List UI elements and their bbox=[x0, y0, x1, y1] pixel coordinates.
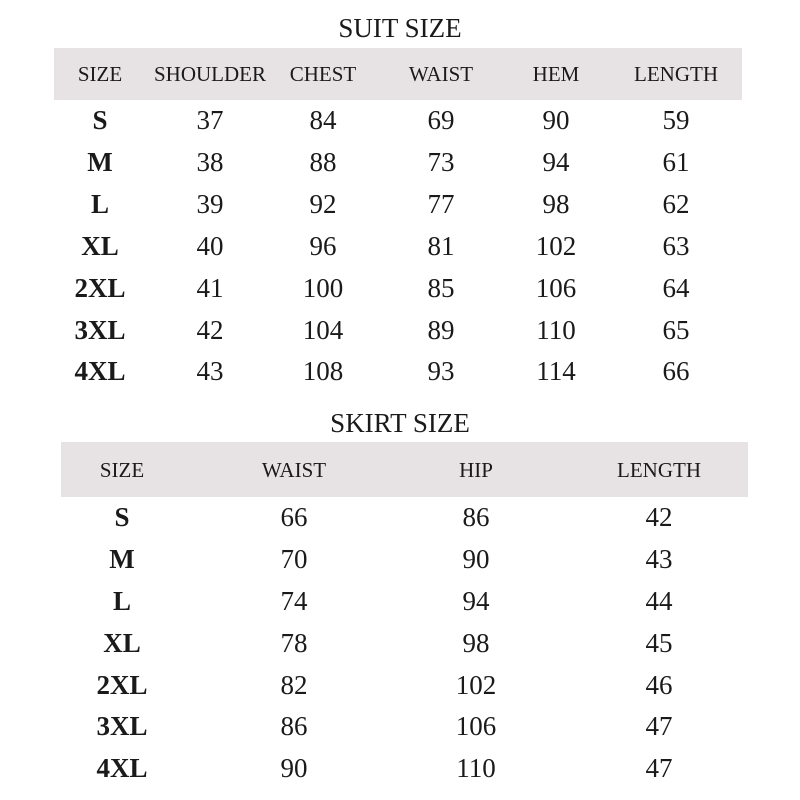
suit-table-cell: 37 bbox=[196, 105, 224, 135]
suit-column-header: SHOULDER bbox=[153, 62, 267, 86]
suit-size-label: M bbox=[87, 147, 113, 177]
skirt-table-cell: 86 bbox=[280, 711, 308, 741]
suit-table-cell: 108 bbox=[302, 356, 344, 386]
skirt-table-cell: 43 bbox=[645, 544, 673, 574]
skirt-column-header: WAIST bbox=[261, 458, 327, 482]
suit-table-cell: 85 bbox=[427, 273, 455, 303]
suit-table-cell: 93 bbox=[427, 356, 455, 386]
suit-table-cell: 98 bbox=[542, 189, 570, 219]
skirt-table-cell: 74 bbox=[280, 586, 308, 616]
skirt-table-cell: 45 bbox=[645, 628, 673, 658]
suit-table-cell: 90 bbox=[542, 105, 570, 135]
skirt-table-cell: 90 bbox=[462, 544, 490, 574]
skirt-size-label: 2XL bbox=[96, 670, 148, 700]
suit-table-cell: 42 bbox=[196, 315, 224, 345]
skirt-size-label: XL bbox=[103, 628, 141, 658]
skirt-table-cell: 82 bbox=[280, 670, 308, 700]
skirt-table-cell: 90 bbox=[280, 753, 308, 783]
skirt-table-cell: 110 bbox=[456, 753, 496, 783]
skirt-table-cell: 47 bbox=[645, 711, 673, 741]
skirt-table-cell: 66 bbox=[280, 502, 308, 532]
suit-size-label: S bbox=[92, 105, 108, 135]
suit-table-cell: 40 bbox=[196, 231, 224, 261]
suit-column-header: HEM bbox=[532, 62, 580, 86]
suit-table-cell: 81 bbox=[427, 231, 455, 261]
skirt-table-cell: 98 bbox=[462, 628, 490, 658]
suit-table-cell: 88 bbox=[309, 147, 337, 177]
suit-size-label: 2XL bbox=[74, 273, 126, 303]
suit-table-cell: 65 bbox=[662, 315, 690, 345]
suit-column-header: SIZE bbox=[77, 62, 123, 86]
skirt-table-cell: 47 bbox=[645, 753, 673, 783]
skirt-size-label: S bbox=[114, 502, 130, 532]
suit-table-cell: 69 bbox=[427, 105, 455, 135]
suit-table-cell: 102 bbox=[535, 231, 577, 261]
suit-table-cell: 96 bbox=[309, 231, 337, 261]
suit-column-header: CHEST bbox=[289, 62, 357, 86]
suit-size-label: 4XL bbox=[74, 356, 126, 386]
suit-table-cell: 43 bbox=[196, 356, 224, 386]
suit-table-cell: 114 bbox=[536, 356, 576, 386]
suit-table-cell: 77 bbox=[427, 189, 455, 219]
suit-table-cell: 110 bbox=[536, 315, 576, 345]
skirt-table-cell: 46 bbox=[645, 670, 673, 700]
suit-column-header: WAIST bbox=[408, 62, 474, 86]
suit-size-label: 3XL bbox=[74, 315, 126, 345]
skirt-table-cell: 44 bbox=[645, 586, 673, 616]
suit-table-cell: 66 bbox=[662, 356, 690, 386]
suit-table-cell: 39 bbox=[196, 189, 224, 219]
suit-table-cell: 106 bbox=[535, 273, 577, 303]
suit-table-cell: 63 bbox=[662, 231, 690, 261]
skirt-table-cell: 102 bbox=[455, 670, 497, 700]
suit-table-cell: 61 bbox=[662, 147, 690, 177]
suit-table-cell: 104 bbox=[302, 315, 344, 345]
suit-table-cell: 84 bbox=[309, 105, 337, 135]
skirt-column-header: LENGTH bbox=[617, 458, 701, 482]
skirt-table-cell: 42 bbox=[645, 502, 673, 532]
suit-table-cell: 94 bbox=[542, 147, 570, 177]
skirt-size-title: SKIRT SIZE bbox=[330, 408, 470, 438]
suit-table-cell: 41 bbox=[196, 273, 224, 303]
skirt-column-header: SIZE bbox=[99, 458, 145, 482]
suit-column-header: LENGTH bbox=[634, 62, 718, 86]
suit-table-cell: 62 bbox=[662, 189, 690, 219]
skirt-size-label: M bbox=[109, 544, 135, 574]
skirt-table-cell: 78 bbox=[280, 628, 308, 658]
suit-table-cell: 89 bbox=[427, 315, 455, 345]
suit-table-cell: 59 bbox=[662, 105, 690, 135]
skirt-table-cell: 86 bbox=[462, 502, 490, 532]
skirt-size-label: 3XL bbox=[96, 711, 148, 741]
skirt-column-header: HIP bbox=[459, 458, 493, 482]
suit-table-cell: 64 bbox=[662, 273, 690, 303]
suit-size-title: SUIT SIZE bbox=[338, 13, 462, 43]
suit-size-label: XL bbox=[81, 231, 119, 261]
suit-table-cell: 38 bbox=[196, 147, 224, 177]
suit-table-cell: 92 bbox=[309, 189, 337, 219]
skirt-size-label: 4XL bbox=[96, 753, 148, 783]
skirt-table-cell: 70 bbox=[280, 544, 308, 574]
suit-table-cell: 100 bbox=[302, 273, 344, 303]
suit-table-cell: 73 bbox=[427, 147, 455, 177]
skirt-table-cell: 106 bbox=[455, 711, 497, 741]
suit-size-label: L bbox=[90, 189, 110, 219]
skirt-table-cell: 94 bbox=[462, 586, 490, 616]
skirt-size-label: L bbox=[112, 586, 132, 616]
